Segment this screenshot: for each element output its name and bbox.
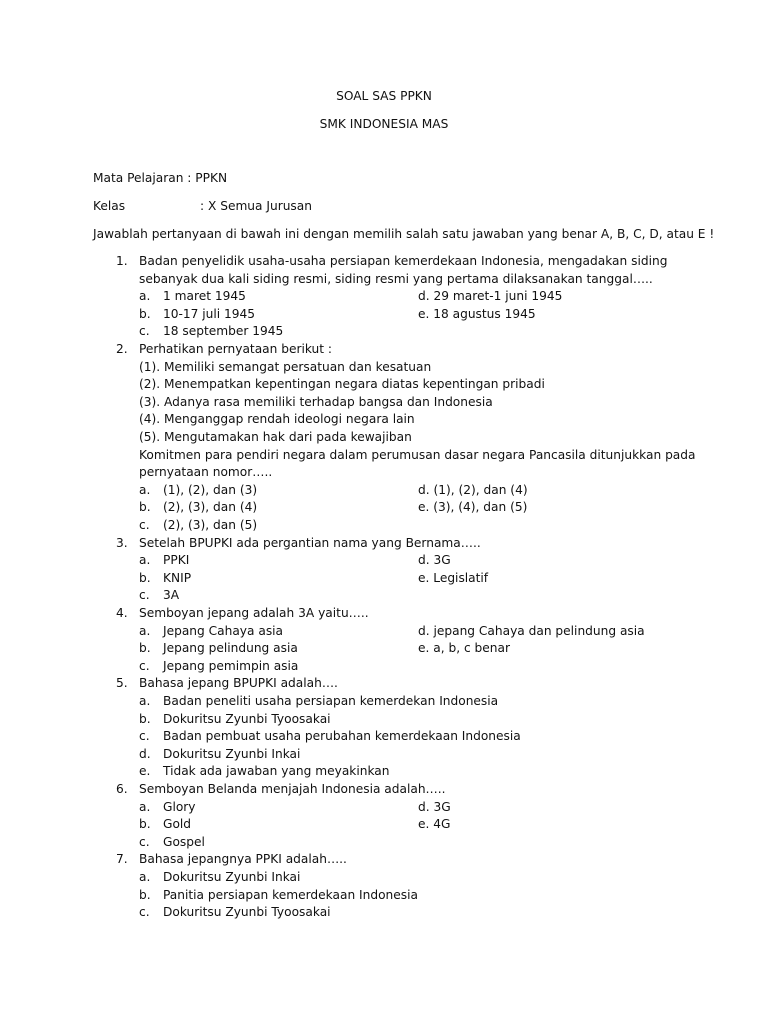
option-letter: a. [139,623,151,638]
option-letter: d. [139,746,151,761]
option-text: (2), (3), dan (4) [163,500,258,515]
question-number: 7. [116,852,128,867]
question-text: Semboyan jepang adalah 3A yaitu….. [139,606,369,620]
question-number: 5. [116,676,128,691]
option-letter: b. [139,887,151,902]
question-text: Bahasa jepangnya PPKI adalah….. [139,852,347,867]
option-text: PPKI [163,553,190,568]
option-letter: b. [139,711,151,726]
option-right: e. 18 agustus 1945 [418,306,536,321]
question-number: 4. [116,606,128,620]
option-text: Jepang Cahaya asia [163,623,284,638]
option-text: Dokuritsu Zyunbi Tyoosakai [163,711,331,726]
question-number: 1. [116,254,128,268]
question-text: Semboyan Belanda menjajah Indonesia adalah….. [139,782,446,796]
question-text: Badan penyelidik usaha-usaha persiapan kemerdekaan Indonesia, mengadakan siding [139,254,668,268]
option-text: 18 september 1945 [163,324,284,339]
option-letter: e. [139,764,151,779]
option-text: 1 maret 1945 [163,289,246,304]
option-letter: c. [139,324,150,339]
question-text: (5). Mengutamakan hak dari pada kewajiban [139,430,412,444]
subject-line: Mata Pelajaran : PPKN [93,171,228,185]
school-name: SMK INDONESIA MAS [319,117,449,131]
option-right: d. jepang Cahaya dan pelindung asia [418,623,645,638]
question-number: 6. [116,782,128,796]
instruction-text: Jawablah pertanyaan di bawah ini dengan memilih salah satu jawaban yang benar A, B, C, D, atau E ! [93,227,715,241]
option-text: Jepang pemimpin asia [163,658,299,673]
question-text: Komitmen para pendiri negara dalam perumusan dasar negara Pancasila ditunjukkan pada [139,447,696,462]
question-text: (4). Menganggap rendah ideologi negara lain [139,412,415,427]
option-letter: c. [139,588,150,603]
option-text: Dokuritsu Zyunbi Inkai [163,870,301,884]
option-text: Badan peneliti usaha persiapan kemerdekan Indonesia [163,694,499,708]
option-right: e. Legislatif [418,570,489,585]
question-text: sebanyak dua kali siding resmi, siding resmi yang pertama dilaksanakan tanggal….. [139,271,653,286]
question-number: 3. [116,535,128,550]
option-right: d. 3G [418,799,451,814]
option-letter: b. [139,817,151,832]
option-text: 3A [163,588,180,603]
option-right: d. 29 maret-1 juni 1945 [418,289,563,304]
option-letter: b. [139,570,151,585]
option-letter: c. [139,518,150,532]
option-letter: c. [139,729,150,744]
option-letter: a. [139,553,151,568]
option-letter: c. [139,905,150,920]
option-letter: a. [139,694,151,708]
question-number: 2. [116,342,128,356]
option-letter: b. [139,306,151,321]
option-letter: b. [139,500,151,515]
question-text: Setelah BPUPKI ada pergantian nama yang Bernama….. [139,535,481,550]
class-label: Kelas [93,199,126,213]
question-text: pernyataan nomor….. [139,465,273,480]
option-text: Glory [163,799,196,814]
option-text: KNIP [163,570,192,585]
question-text: (1). Memiliki semangat persatuan dan kesatuan [139,359,432,374]
option-letter: c. [139,834,150,849]
option-right: d. (1), (2), dan (4) [418,482,528,497]
option-text: Panitia persiapan kemerdekaan Indonesia [163,887,418,902]
option-letter: a. [139,482,151,497]
question-text: (3). Adanya rasa memiliki terhadap bangsa dan Indonesia [139,394,493,409]
option-text: Dokuritsu Zyunbi Tyoosakai [163,905,331,920]
option-text: Gold [163,817,192,832]
document-title: SOAL SAS PPKN [336,89,432,103]
option-letter: c. [139,658,150,673]
question-text: Bahasa jepang BPUPKI adalah…. [139,676,338,691]
option-text: (1), (2), dan (3) [163,482,258,497]
option-right: d. 3G [418,553,451,568]
option-text: (2), (3), dan (5) [163,518,258,532]
option-text: Gospel [163,834,205,849]
question-text: (2). Menempatkan kepentingan negara diatas kepentingan pribadi [139,377,545,392]
option-letter: a. [139,799,151,814]
option-text: Dokuritsu Zyunbi Inkai [163,746,301,761]
option-text: 10-17 juli 1945 [163,306,256,321]
option-right: e. 4G [418,817,451,832]
option-letter: b. [139,641,151,656]
question-text: Perhatikan pernyataan berikut : [139,342,333,356]
option-text: Jepang pelindung asia [163,641,298,656]
option-letter: a. [139,870,151,884]
option-right: e. (3), (4), dan (5) [418,500,528,515]
class-value: : X Semua Jurusan [200,199,312,213]
option-right: e. a, b, c benar [418,641,510,656]
option-text: Tidak ada jawaban yang meyakinkan [163,764,390,779]
option-letter: a. [139,289,151,304]
option-text: Badan pembuat usaha perubahan kemerdekaan Indonesia [163,729,521,744]
